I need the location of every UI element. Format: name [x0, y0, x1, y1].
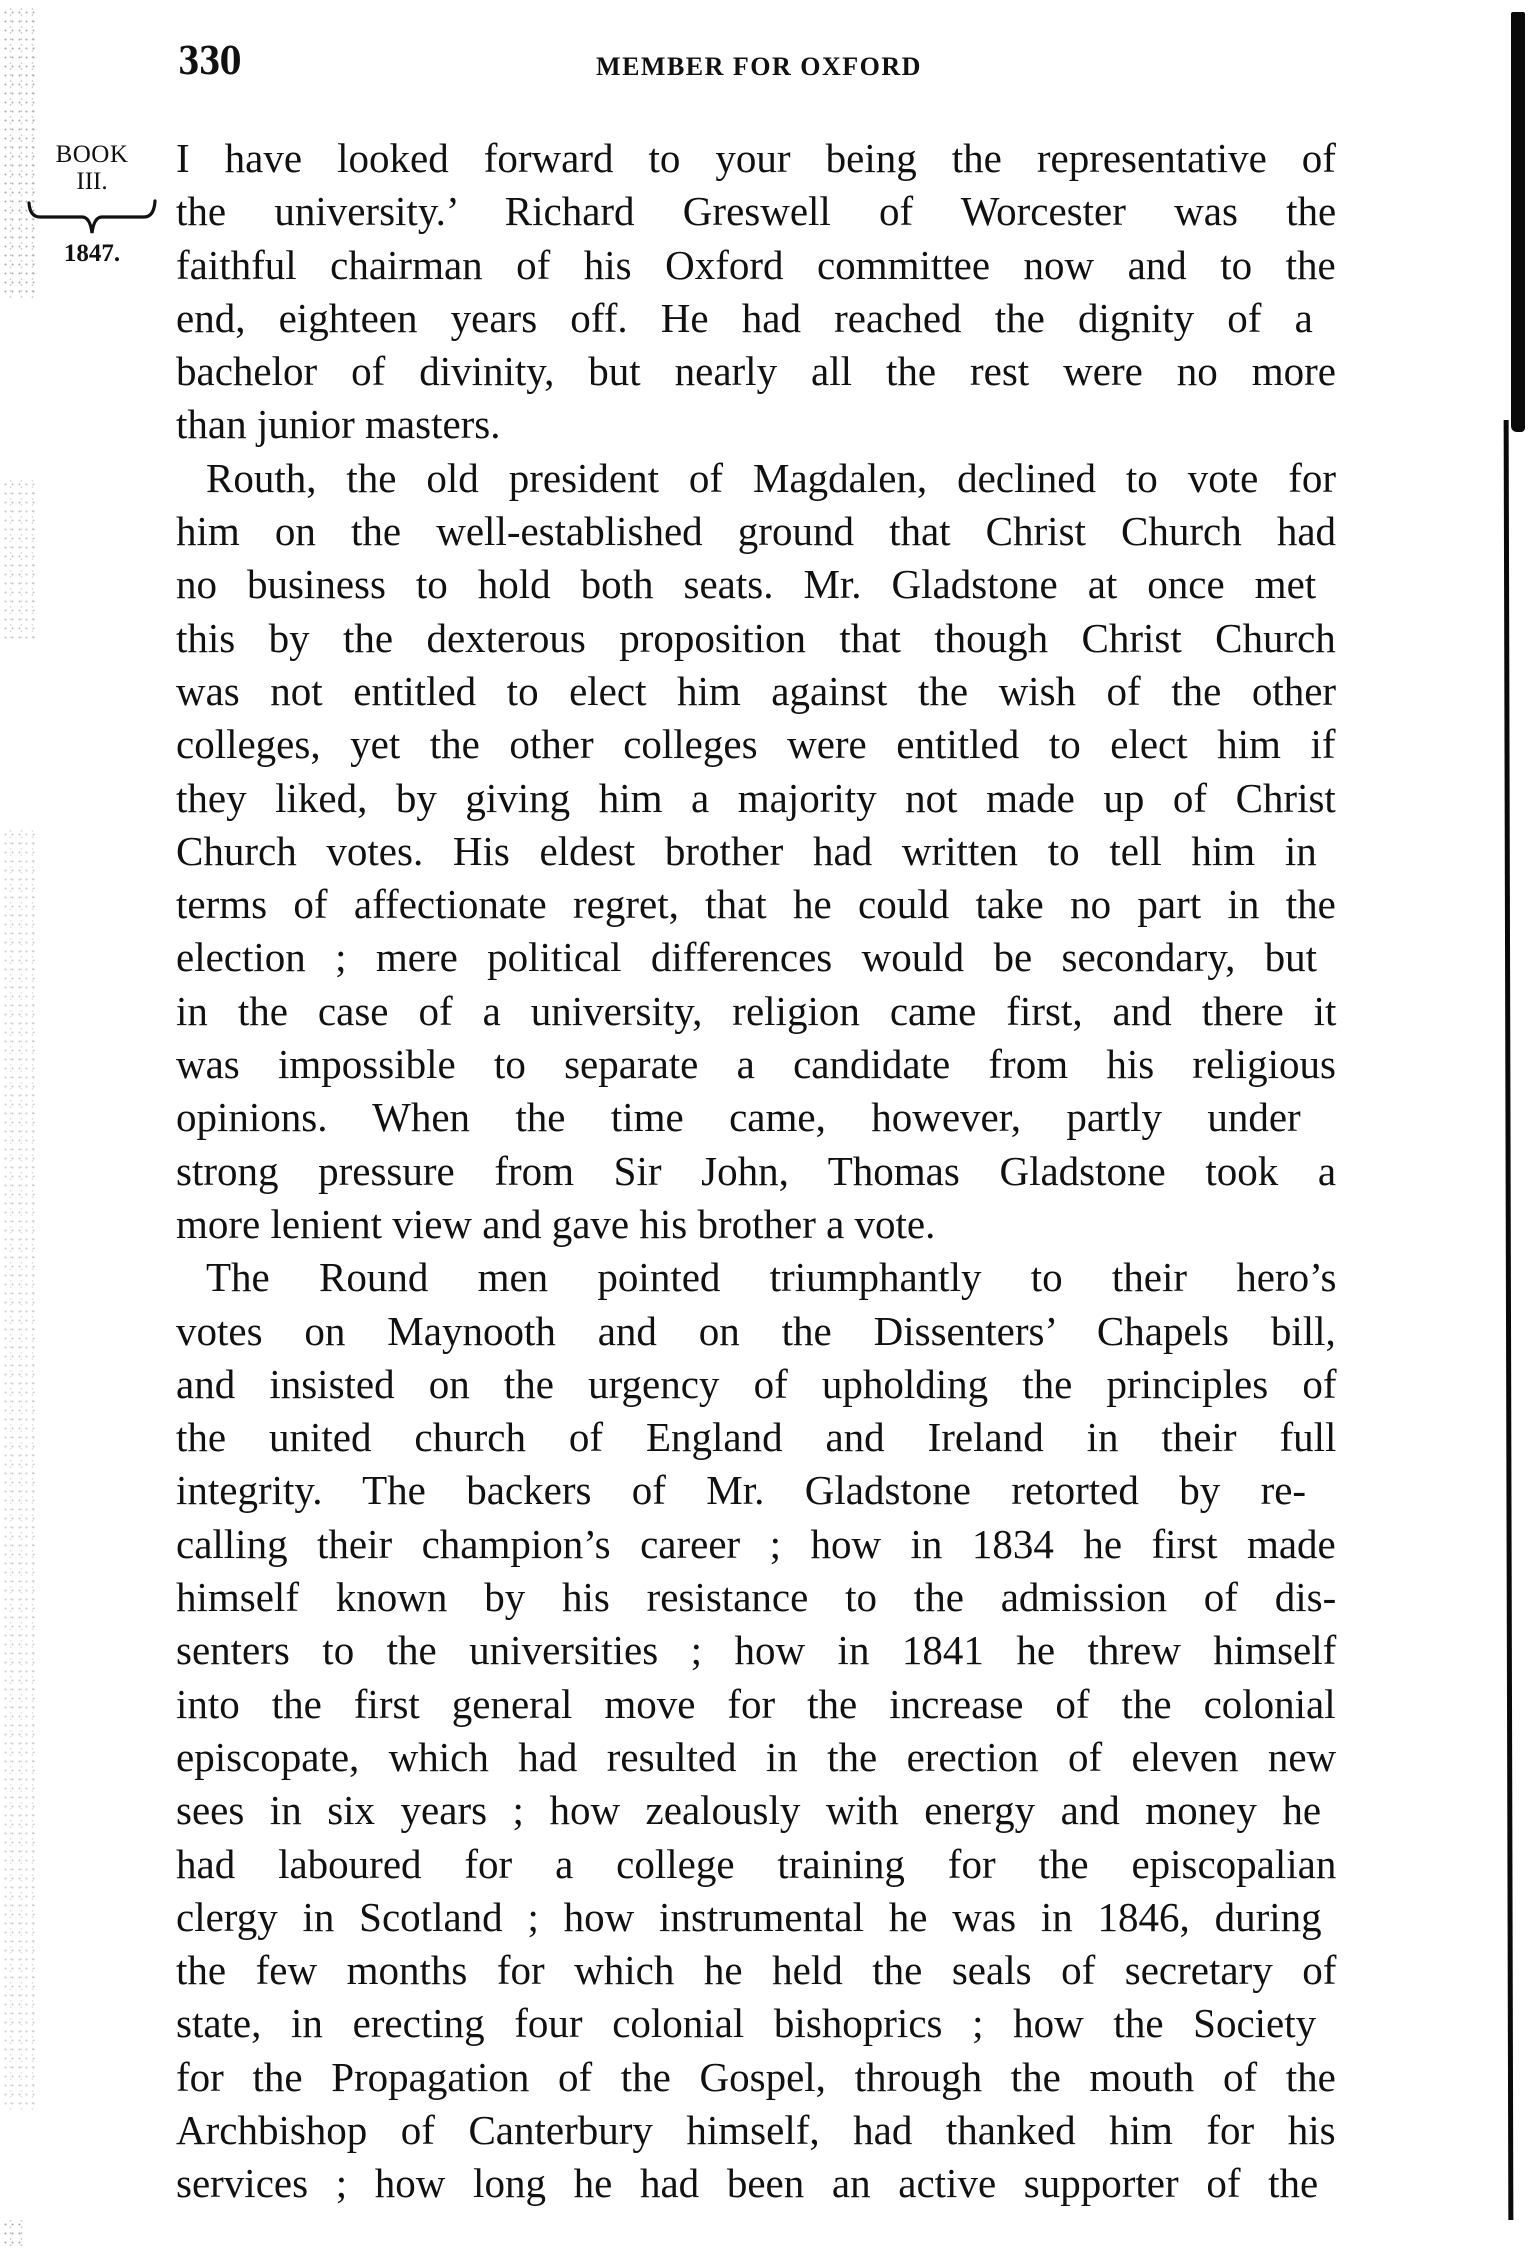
- text-line: faithful chairman of his Oxford committee now and to the: [176, 241, 1336, 288]
- text-line: in the case of a university, religion came first, and there it: [176, 987, 1337, 1034]
- text-line: episcopate, which had resulted in the erection of eleven new: [176, 1733, 1337, 1780]
- text-line: election ; mere political differences would be secondary, but: [176, 934, 1318, 981]
- sidenote-year: 1847.: [63, 240, 121, 267]
- running-title: MEMBER FOR OXFORD: [596, 52, 922, 81]
- text-line: him on the well-established ground that Christ Church had: [176, 508, 1337, 555]
- text-line: had laboured for a college training for the episcopalian: [176, 1840, 1337, 1887]
- text-line: votes on Maynooth and on the Dissenters’ Chapels bill,: [176, 1307, 1336, 1354]
- text-line: himself known by his resistance to the admission of dis-: [176, 1574, 1337, 1621]
- margin-sidenote: [22, 142, 162, 266]
- text-line: they liked, by giving him a majority not made up of Christ: [176, 774, 1336, 821]
- text-line: this by the dexterous proposition that though Christ Church: [176, 614, 1336, 661]
- text-line: strong pressure from Sir John, Thomas Gladstone took a: [176, 1147, 1337, 1194]
- curly-brace-icon: [26, 199, 158, 239]
- body-text: [176, 132, 1336, 2211]
- text-line: The Round men pointed triumphantly to their hero’s: [206, 1254, 1337, 1301]
- page-number: 330: [178, 38, 241, 83]
- sidenote-book-number: III.: [76, 168, 108, 195]
- text-line: no business to hold both seats. Mr. Gladstone at once met: [176, 561, 1317, 608]
- text-line: colleges, yet the other colleges were entitled to elect him if: [176, 721, 1336, 768]
- paragraph: [176, 132, 1336, 452]
- text-line: sees in six years ; how zealously with energy and money he: [176, 1787, 1322, 1834]
- scan-speckle: [2, 480, 36, 640]
- scan-speckle: [2, 2220, 24, 2250]
- text-line: Routh, the old president of Magdalen, declined to vote for: [206, 454, 1337, 501]
- text-line: was not entitled to elect him against the wish of the other: [176, 667, 1337, 714]
- paragraph: [176, 1251, 1336, 2210]
- text-line: services ; how long he had been an active supporter of the: [176, 2160, 1319, 2207]
- text-line: the university.’ Richard Greswell of Worcester was the: [176, 188, 1337, 235]
- text-line: opinions. When the time came, however, partly under: [176, 1094, 1301, 1141]
- text-line: clergy in Scotland ; how instrumental he was in 1846, during: [176, 1893, 1322, 1940]
- text-line: bachelor of divinity, but nearly all the rest were no more: [176, 348, 1336, 395]
- text-line: was impossible to separate a candidate from his religious: [176, 1041, 1336, 1088]
- text-line: Church votes. His eldest brother had written to tell him in: [176, 827, 1317, 874]
- scan-speckle: [2, 830, 36, 2110]
- text-line: state, in erecting four colonial bishoprics ; how the Society: [176, 2000, 1317, 2047]
- text-line: the few months for which he held the seals of secretary of: [176, 1947, 1337, 1994]
- text-line: calling their champion’s career ; how in 1834 he first made: [176, 1520, 1336, 1567]
- text-line: terms of affectionate regret, that he could take no part in the: [176, 881, 1336, 928]
- text-line: for the Propagation of the Gospel, through the mouth of the: [176, 2053, 1336, 2100]
- text-line: I have looked forward to your being the representative of: [176, 135, 1336, 181]
- text-line: integrity. The backers of Mr. Gladstone retorted by re-: [176, 1467, 1307, 1514]
- text-line: end, eighteen years off. He had reached the dignity of a: [176, 294, 1313, 341]
- text-line: more lenient view and gave his brother a vote.: [176, 1200, 936, 1247]
- scan-edge-line: [1504, 420, 1514, 2220]
- text-line: senters to the universities ; how in 1841 he threw himself: [176, 1627, 1337, 1674]
- text-line: into the first general move for the increase of the colonial: [176, 1680, 1336, 1727]
- paragraph: [176, 452, 1336, 1251]
- text-line: the united church of England and Ireland in their full: [176, 1414, 1337, 1461]
- sidenote-book-label: BOOK: [55, 141, 129, 168]
- text-line: Archbishop of Canterbury himself, had thanked him for his: [176, 2106, 1336, 2153]
- text-line: and insisted on the urgency of upholding the principles of: [176, 1360, 1337, 1407]
- text-line: than junior masters.: [176, 401, 501, 448]
- scan-edge-bar-icon: [1511, 12, 1525, 432]
